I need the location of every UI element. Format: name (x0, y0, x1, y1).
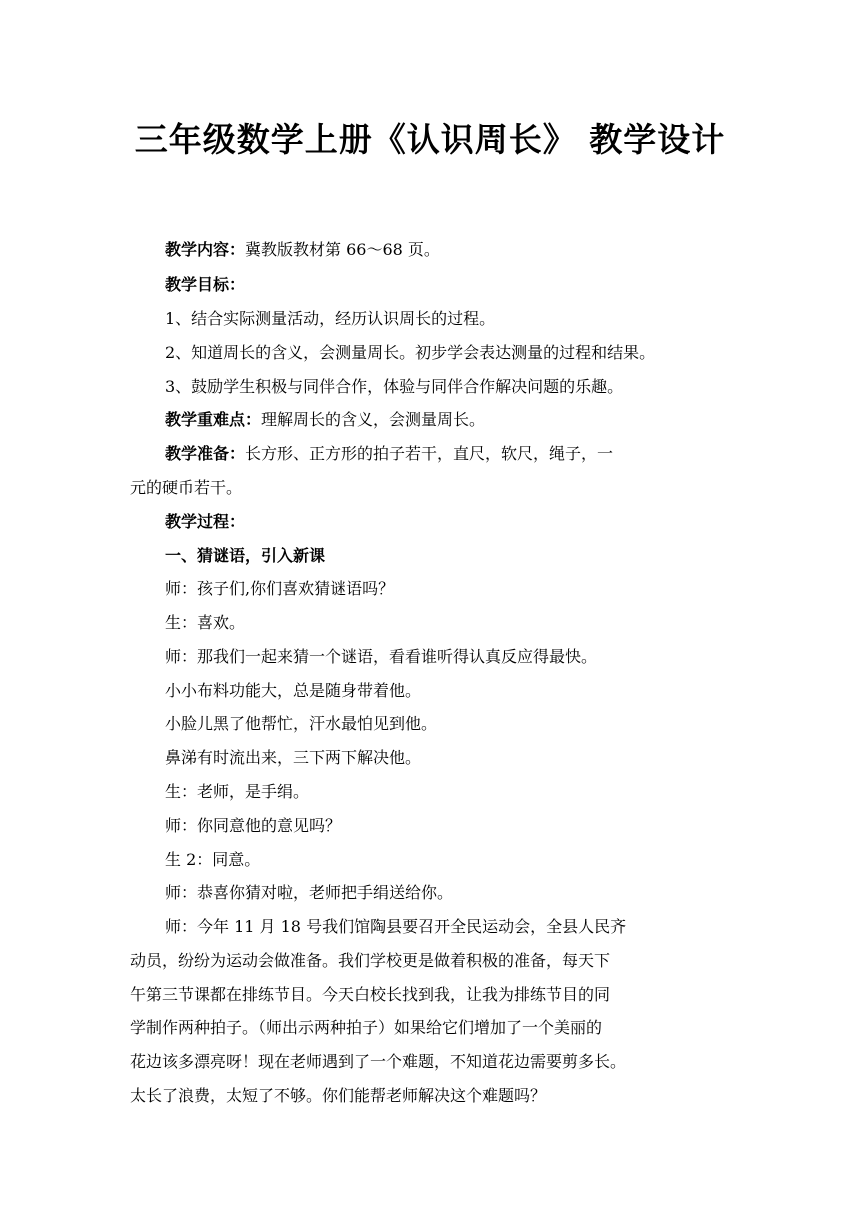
preparation-line (165, 444, 613, 464)
paragraph-line: 师：今年 11 月 18 号我们馆陶县要召开全民运动会，全县人民齐 (165, 917, 627, 936)
paragraph-line: 太长了浪费，太短了不够。你们能帮老师解决这个难题吗？ (130, 1086, 547, 1105)
goal-item-3: 3、鼓励学生积极与同伴合作，体验与同伴合作解决问题的乐趣。 (165, 377, 624, 396)
goals-label: 教学目标： (165, 275, 246, 294)
goal-item-1: 1、结合实际测量活动，经历认识周长的过程。 (165, 309, 496, 328)
paragraph-line: 动员，纷纷为运动会做准备。我们学校更是做着积极的准备，每天下 (130, 951, 611, 970)
riddle-line: 鼻涕有时流出来，三下两下解决他。 (165, 748, 422, 767)
key-points-label: 教学重难点： (165, 410, 262, 429)
riddle-line: 小脸儿黑了他帮忙，汗水最怕见到他。 (165, 714, 438, 733)
riddle-line: 小小布料功能大，总是随身带着他。 (165, 681, 422, 700)
key-points-text: 理解周长的含义，会测量周长。 (261, 410, 486, 429)
content-label: 教学内容： (165, 240, 246, 259)
dialogue-line: 师：恭喜你猜对啦，老师把手绢送给你。 (165, 883, 454, 902)
preparation-text: 长方形、正方形的拍子若干，直尺，软尺，绳子，一 (245, 444, 614, 463)
preparation-label: 教学准备： (165, 444, 246, 463)
content-text: 冀教版教材第 66～68 页。 (245, 240, 440, 259)
dialogue-line: 师：那我们一起来猜一个谜语，看看谁听得认真反应得最快。 (165, 647, 598, 666)
paragraph-line: 午第三节课都在排练节目。今天白校长找到我，让我为排练节目的同 (130, 985, 611, 1004)
page-title: 三年级数学上册《认识周长》 教学设计 (134, 120, 726, 159)
goal-item-2: 2、知道周长的含义，会测量周长。初步学会表达测量的过程和结果。 (165, 343, 656, 362)
dialogue-line: 生 2：同意。 (165, 850, 261, 869)
section-heading: 一、猜谜语，引入新课 (165, 546, 326, 565)
process-label: 教学过程： (165, 512, 246, 531)
dialogue-line: 师：孩子们,你们喜欢猜谜语吗？ (165, 579, 395, 598)
preparation-continuation: 元的硬币若干。 (130, 478, 243, 497)
paragraph-line: 花边该多漂亮呀！现在老师遇到了一个难题，不知道花边需要剪多长。 (130, 1052, 627, 1071)
dialogue-line: 生：老师，是手绢。 (165, 782, 310, 801)
paragraph-line: 学制作两种拍子。（师出示两种拍子）如果给它们增加了一个美丽的 (130, 1018, 603, 1037)
content-line (165, 240, 440, 260)
dialogue-line: 师：你同意他的意见吗？ (165, 816, 342, 835)
key-points-line (165, 410, 485, 430)
dialogue-line: 生：喜欢。 (165, 613, 246, 632)
